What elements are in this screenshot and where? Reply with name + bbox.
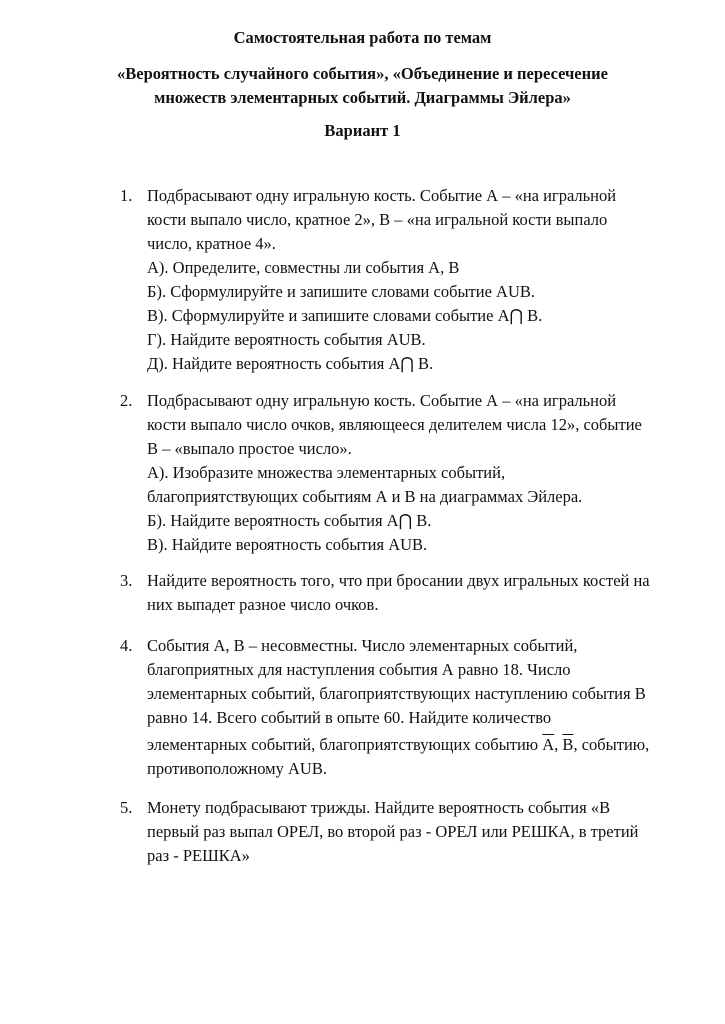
task-line: Подбрасывают одну игральную кость. Событие А – «на игральной: [147, 391, 617, 410]
task-line: кости выпало число очков, являющееся делителем числа 12», событие: [147, 415, 642, 434]
task-line: А). Изобразите множества элементарных событий,: [147, 463, 506, 482]
task-line: Б). Сформулируйте и запишите словами событие АUB.: [147, 282, 536, 301]
task-number: 4.: [120, 636, 133, 655]
task-number: 5.: [120, 798, 133, 817]
task-line: Подбрасывают одну игральную кость. Событие А – «на игральной: [147, 186, 617, 205]
task-line: События А, В – несовместны. Число элементарных событий,: [147, 636, 578, 655]
task-line: равно 14. Всего событий в опыте 60. Найдите количество: [147, 708, 552, 727]
task-line: благоприятных для наступления события А равно 18. Число: [147, 660, 571, 679]
task-line: них выпадет разное число очков.: [147, 595, 379, 614]
task-line-with-complements: [147, 735, 649, 755]
task-line: первый раз выпал ОРЕЛ, во второй раз - ОРЕЛ или РЕШКА, в третий: [147, 822, 639, 841]
task-line: Монету подбрасывают трижды. Найдите вероятность события «В: [147, 798, 611, 817]
task-line: раз - РЕШКА»: [147, 846, 250, 865]
task-line: А). Определите, совместны ли события А, В: [147, 258, 460, 277]
task-line-prefix: элементарных событий, благоприятствующих событию: [147, 735, 543, 754]
task-line: Д). Найдите вероятность события А⋂ В.: [147, 354, 434, 373]
task-line: Б). Найдите вероятность события А⋂ В.: [147, 511, 432, 530]
task-line: В). Сформулируйте и запишите словами событие А⋂ В.: [147, 306, 543, 325]
task-line: элементарных событий, благоприятствующих наступлению события В: [147, 684, 646, 703]
variant-label: Вариант 1: [324, 121, 401, 140]
task-line: Найдите вероятность того, что при бросании двух игральных костей на: [147, 571, 650, 590]
task-line: кости выпало число, кратное 2», В – «на игральной кости выпало: [147, 210, 608, 229]
task-number: 1.: [120, 186, 133, 205]
task-number: 2.: [120, 391, 133, 410]
separator: ,: [554, 735, 563, 754]
task-number: 3.: [120, 571, 133, 590]
topic-title-line-2: множеств элементарных событий. Диаграммы Эйлера»: [154, 88, 571, 107]
worksheet-heading: Самостоятельная работа по темам: [233, 28, 492, 47]
task-line: В – «выпало простое число».: [147, 439, 352, 458]
task-line-suffix: , событию,: [573, 735, 650, 754]
task-line: противоположному АUB.: [147, 759, 327, 778]
complement-b: В: [562, 735, 574, 754]
task-line: число, кратное 4».: [147, 234, 276, 253]
topic-title-line-1: «Вероятность случайного события», «Объединение и пересечение: [117, 64, 608, 83]
task-line: Г). Найдите вероятность события АUB.: [147, 330, 426, 349]
complement-a: А: [542, 735, 555, 754]
task-line: благоприятствующих событиям А и В на диаграммах Эйлера.: [147, 487, 583, 506]
task-line: В). Найдите вероятность события АUB.: [147, 535, 428, 554]
